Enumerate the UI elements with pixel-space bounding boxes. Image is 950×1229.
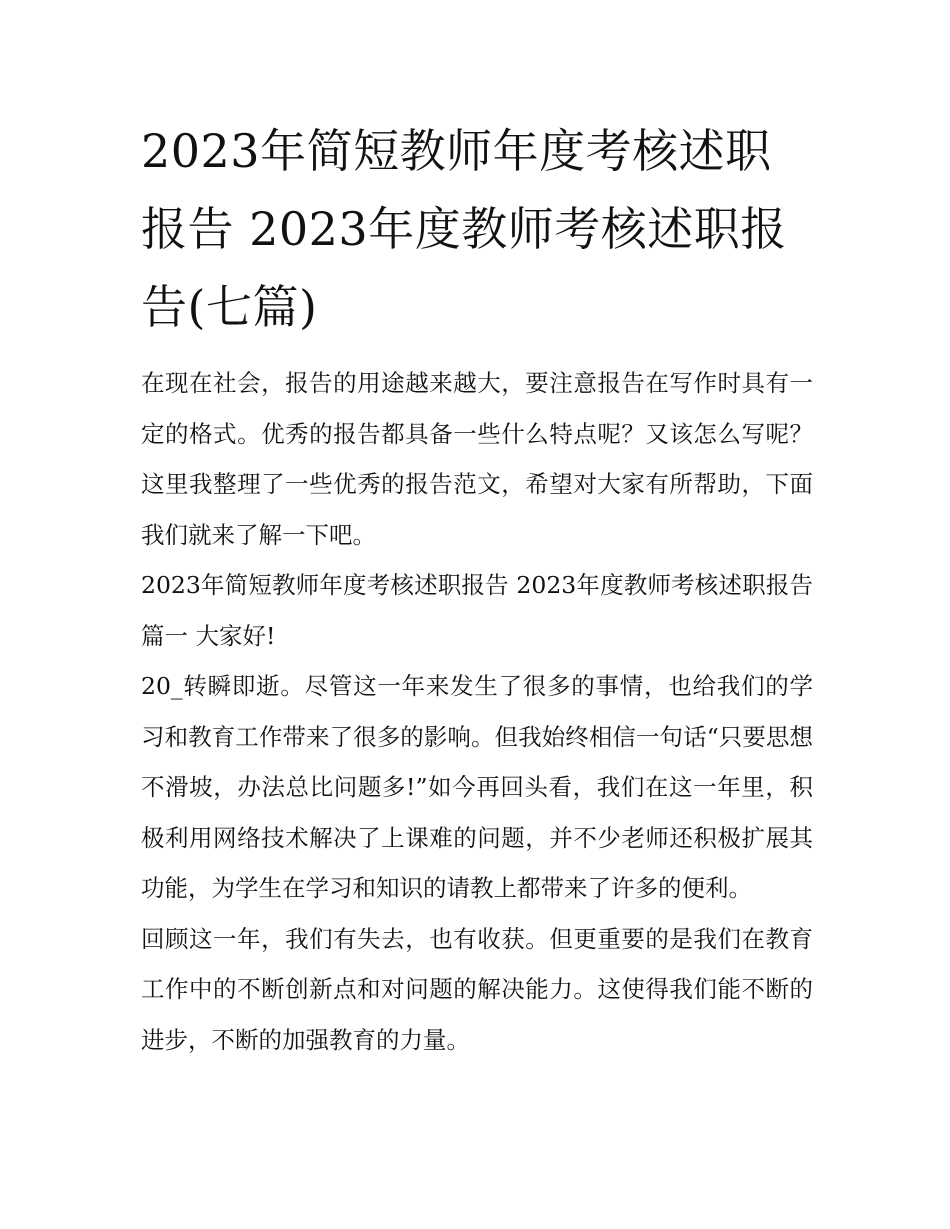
document-page (141, 112, 813, 1065)
paragraph-intro: 在现在社会，报告的用途越来越大，要注意报告在写作时具有一定的格式。优秀的报告都具备一些什么特点呢？又该怎么写呢？这里我整理了一些优秀的报告范文，希望对大家有所帮助，下面我们就来了解一下吧。 (141, 369, 813, 549)
paragraph-body-1: 20_转瞬即逝。尽管这一年来发生了很多的事情，也给我们的学习和教育工作带来了很多的影响。但我始终相信一句话“只要思想不滑坡，办法总比问题多!”如今再回头看，我们在这一年里，积极利用网络技术解决了上课难的问题，并不少老师还积极扩展其功能，为学生在学习和知识的请教上都带来了许多的便利。 (141, 672, 813, 902)
paragraph-section-heading: 2023年简短教师年度考核述职报告 2023年度教师考核述职报告篇一 大家好! (141, 571, 813, 650)
document-title: 2023年简短教师年度考核述职报告 2023年度教师考核述职报告(七篇) (141, 124, 787, 334)
paragraph-body-2: 回顾这一年，我们有失去，也有收获。但更重要的是我们在教育工作中的不断创新点和对问题的解决能力。这使得我们能不断的进步，不断的加强教育的力量。 (141, 924, 813, 1054)
